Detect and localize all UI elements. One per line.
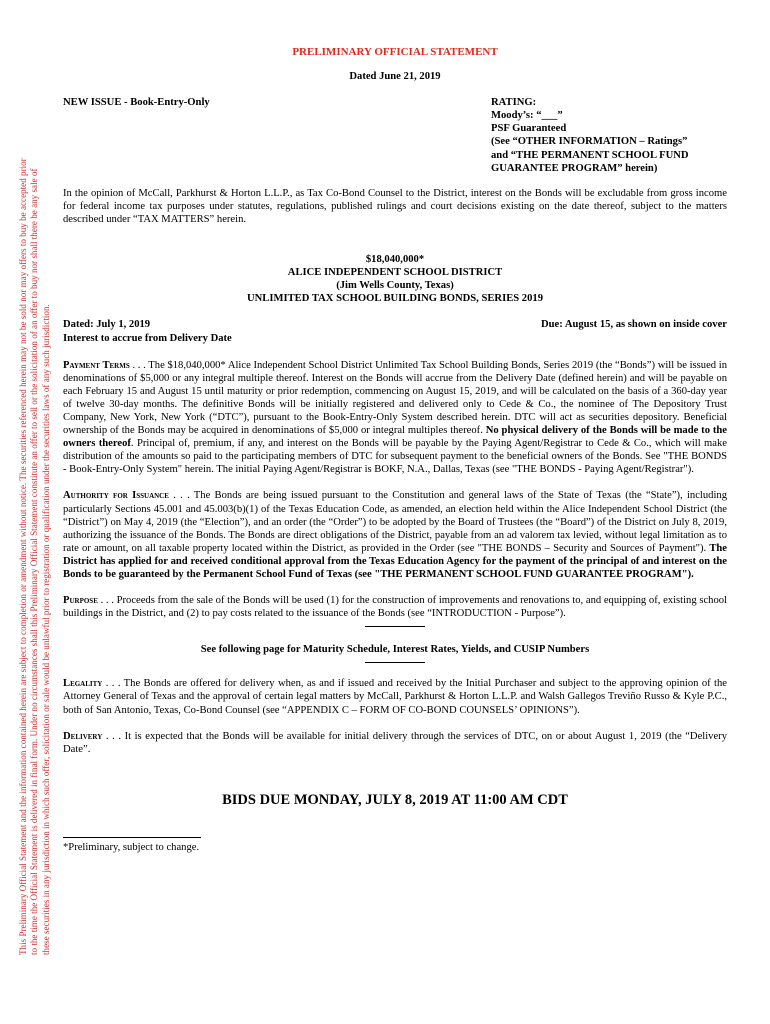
disclaimer-text (18, 40, 53, 955)
rating-line: GUARANTEE PROGRAM” herein) (491, 162, 658, 174)
payment-terms-paragraph (63, 359, 727, 477)
payment-terms-bold: No physical delivery of the Bonds will be made to the owners thereof (63, 425, 728, 450)
document-title: PRELIMINARY OFFICIAL STATEMENT (292, 46, 498, 58)
authority-text: . . . The Bonds are being issued pursuant to the Constitution and general laws of the State of Texas (the “State”), including particularly Sections 45.001 and 45.003(b)(1) of the Texas Education Code, as amended, an election held within the Alice Independent School District (the “District”) on May 4, 2019 (the “Election”), and an order (the “Order”) to be adopted by the Board of Trustees (the “Board”) of the District on July 8, 2019, authorizing the issuance of the Bonds. The Bonds are direct obligations of the District, payable from an ad valorem tax levied, without legal limitation as to rate or amount, on all taxable property located within the District, as provided in the Order (see "THE BONDS – Security and Sources of Payment"). (63, 490, 728, 554)
dated-block (63, 318, 232, 344)
purpose-label: Purpose (63, 595, 98, 607)
footnote-rule (63, 837, 201, 838)
delivery-paragraph (63, 730, 727, 756)
legality-text: . . . The Bonds are offered for delivery when, as and if issued and received by the Initial Purchaser and subject to the approving opinion of the Attorney General of Texas and the approval of certain legal matters by McCall, Parkhurst & Horton L.L.P. and Walsh Gallegos Treviño Russo & Kyle P.C., both of San Antonio, Texas, Co-Bond Counsel (see “APPENDIX C – FORM OF CO-BOND COUNSELS’ OPINIONS”). (63, 678, 727, 716)
preliminary-disclaimer-margin (18, 40, 53, 955)
payment-terms-label: Payment Terms (63, 359, 130, 371)
purpose-paragraph (63, 594, 727, 620)
authority-label: Authority for Issuance (63, 490, 169, 502)
statement-date: Dated June 21, 2019 (349, 71, 441, 83)
issuer-county: (Jim Wells County, Texas) (336, 280, 454, 292)
rating-line: RATING: (491, 97, 537, 109)
document-body (63, 42, 727, 854)
delivery-text: . . . It is expected that the Bonds will be available for initial delivery through the services of DTC, on or about August 1, 2019 (the “Delivery Date”. (63, 730, 727, 755)
rating-line: Moody’s: “___” (491, 110, 563, 122)
bond-heading (63, 253, 727, 305)
disclaimer-line: to the time the Official Statement is delivered in final form. Under no circumstances shall this Preliminary Official Statement constitute an offer to sell or the solicitation of an offer to buy nor shall there be any sale of (29, 168, 40, 955)
maturity-schedule-note: See following page for Maturity Schedule, Interest Rates, Yields, and CUSIP Numbers (200, 644, 590, 656)
rating-block (491, 96, 727, 175)
bids-due-heading: BIDS DUE MONDAY, JULY 8, 2019 AT 11:00 AM CDT (222, 791, 568, 808)
divider-rule (365, 662, 425, 663)
disclaimer-line: This Preliminary Official Statement and the information contained herein are subject to completion or amendment without notice. The securities referenced herein may not be sold nor may offers to buy be accepted prior (18, 158, 28, 955)
due-date: Due: August 15, as shown on inside cover (540, 319, 727, 331)
issue-rating-row (63, 96, 727, 175)
legality-label: Legality (63, 678, 103, 690)
authority-bold: The District has applied for and received conditional approval from the Texas Education Agency for the payment of the principal of and interest on the Bonds to be guaranteed by the Permanent School Fund of Texas (see "THE PERMANENT SCHOOL FUND GUARANTEE PROGRAM"). (63, 542, 727, 580)
dates-row (63, 318, 727, 344)
authority-paragraph (63, 489, 727, 581)
payment-terms-text-2: . Principal of, premium, if any, and interest on the Bonds will be payable by the Paying Agent/Registrar to Cede & Co., which will make distribution of the amounts so paid to the participating members of DTC for subsequent payment to the beneficial owners of the Bonds. See "THE BONDS - Book-Entry-Only System" herein. The initial Paying Agent/Registrar is BOKF, N.A., Dallas, Texas (see "THE BONDS - Paying Agent/Registrar"). (63, 438, 727, 476)
bond-amount: $18,040,000* (365, 254, 425, 266)
rating-line: and “THE PERMANENT SCHOOL FUND (491, 149, 689, 161)
payment-terms-text: . . . The $18,040,000* Alice Independent School District Unlimited Tax School Building Bonds, Series 2019 (the “Bonds”) will be issued in denominations of $5,000 or any integral multiple thereof. Interest on the Bonds will accrue from the Delivery Date (defined herein) and will be payable on each February 15 and August 15 until maturity or prior redemption, commencing on August 15, 2019, and will be calculated on the basis of a 360-day year of twelve 30-day months. The definitive Bonds will be initially registered and delivered only to Cede & Co., the nominee of The Depository Trust Company, New York, New York (“DTC”), pursuant to the Book-Entry-Only System described herein. DTC will act as securities depository. Beneficial ownership of the Bonds may be acquired in denominations of $5,000 or integral multiples thereof. (63, 359, 728, 437)
rating-line: (See “OTHER INFORMATION – Ratings” (491, 136, 688, 148)
issuer-name: ALICE INDEPENDENT SCHOOL DISTRICT (287, 267, 503, 279)
tax-opinion-paragraph: In the opinion of McCall, Parkhurst & Horton L.L.P., as Tax Co-Bond Counsel to the District, interest on the Bonds will be excludable from gross income for federal income tax purposes under statutes, regulations, published rulings and court decisions existing on the date thereof, subject to the matters described under “TAX MATTERS” herein. (63, 187, 727, 225)
disclaimer-line: these securities in any jurisdiction in which such offer, solicitation or sale would be unlawful prior to registration or qualification under the securities laws of any such jurisdiction. (40, 304, 51, 955)
bond-series: UNLIMITED TAX SCHOOL BUILDING BONDS, SERIES 2019 (246, 293, 543, 305)
delivery-label: Delivery (63, 730, 103, 742)
purpose-text: . . . Proceeds from the sale of the Bonds will be used (1) for the construction of improvements and renovations to, and equipping of, existing school buildings in the District, and (2) to pay costs related to the issuance of the Bonds (see “INTRODUCTION - Purpose”). (63, 595, 727, 620)
footnote: *Preliminary, subject to change. (63, 841, 200, 853)
interest-accrual: Interest to accrue from Delivery Date (63, 332, 232, 344)
rating-line: PSF Guaranteed (491, 123, 567, 135)
dated-date: Dated: July 1, 2019 (63, 319, 151, 331)
legality-paragraph (63, 677, 727, 716)
new-issue-label: NEW ISSUE - Book-Entry-Only (63, 97, 210, 109)
divider-rule (365, 626, 425, 627)
